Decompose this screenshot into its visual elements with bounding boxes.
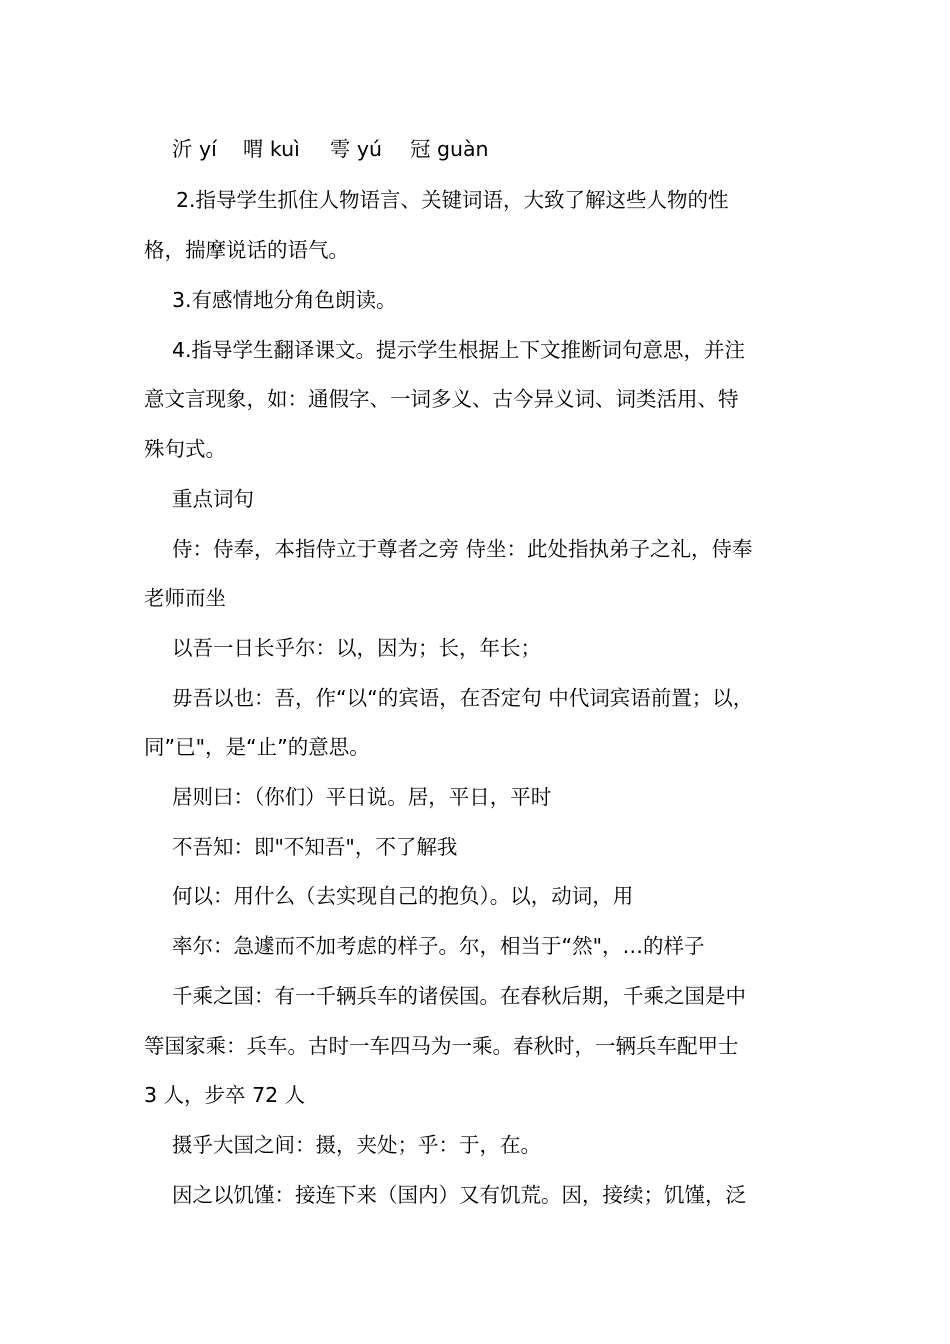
- paragraph-line: 格，揣摩说话的语气。: [144, 238, 349, 262]
- paragraph-line: 摄乎大国之间：摄，夹处；乎：于，在。: [172, 1133, 541, 1157]
- paragraph-line: 毋吾以也：吾，作“以“的宾语，在否定句 中代词宾语前置；以，: [172, 686, 754, 710]
- paragraph-line: 侍：侍奉，本指侍立于尊者之旁 侍坐：此处指执弟子之礼，侍奉: [172, 537, 753, 561]
- pinyin-item: 沂 yí: [172, 137, 217, 161]
- paragraph-line: 因之以饥馑：接连下来（国内）又有饥荒。因，接续；饥馑，泛: [172, 1183, 746, 1207]
- paragraph-line: 何以：用什么（去实现自己的抱负）。以，动词，用: [172, 884, 634, 908]
- pinyin-item: 雩 yú: [329, 137, 382, 161]
- paragraph-line: 不吾知：即"不知吾"，不了解我: [172, 835, 458, 859]
- paragraph-line: 4.指导学生翻译课文。提示学生根据上下文推断词句意思，并注: [172, 338, 746, 362]
- paragraph-line: 老师而坐: [144, 586, 226, 610]
- paragraph-line: 以吾一日长乎尔：以，因为；长，年长；: [172, 636, 541, 660]
- paragraph-line: 同”已"，是“止”的意思。: [144, 735, 370, 759]
- paragraph-line: 等国家乘：兵车。古时一车四马为一乘。春秋时，一辆兵车配甲士: [144, 1034, 739, 1058]
- pinyin-line: [172, 134, 842, 164]
- paragraph-line: 千乘之国：有一千辆兵车的诸侯国。在春秋后期，千乘之国是中: [172, 984, 746, 1008]
- paragraph-line: 3 人，步卒 72 人: [144, 1083, 306, 1107]
- pinyin-item: 喟 kuì: [242, 137, 300, 161]
- paragraph-line: 殊句式。: [144, 437, 226, 461]
- section-heading: 重点词句: [172, 487, 254, 511]
- paragraph-line: 2.指导学生抓住人物语言、关键词语，大致了解这些人物的性: [176, 188, 729, 212]
- pinyin-item: 冠 guàn: [409, 137, 489, 161]
- paragraph-line: 率尔：急遽而不加考虑的样子。尔，相当于“然"，…的样子: [172, 934, 705, 958]
- paragraph-line: 意文言现象，如：通假字、一词多义、古今异义词、词类活用、特: [144, 387, 739, 411]
- paragraph-line: 居则曰：（你们）平日说。居，平日，平时: [172, 785, 552, 809]
- paragraph-line: 3.有感情地分角色朗读。: [172, 288, 397, 312]
